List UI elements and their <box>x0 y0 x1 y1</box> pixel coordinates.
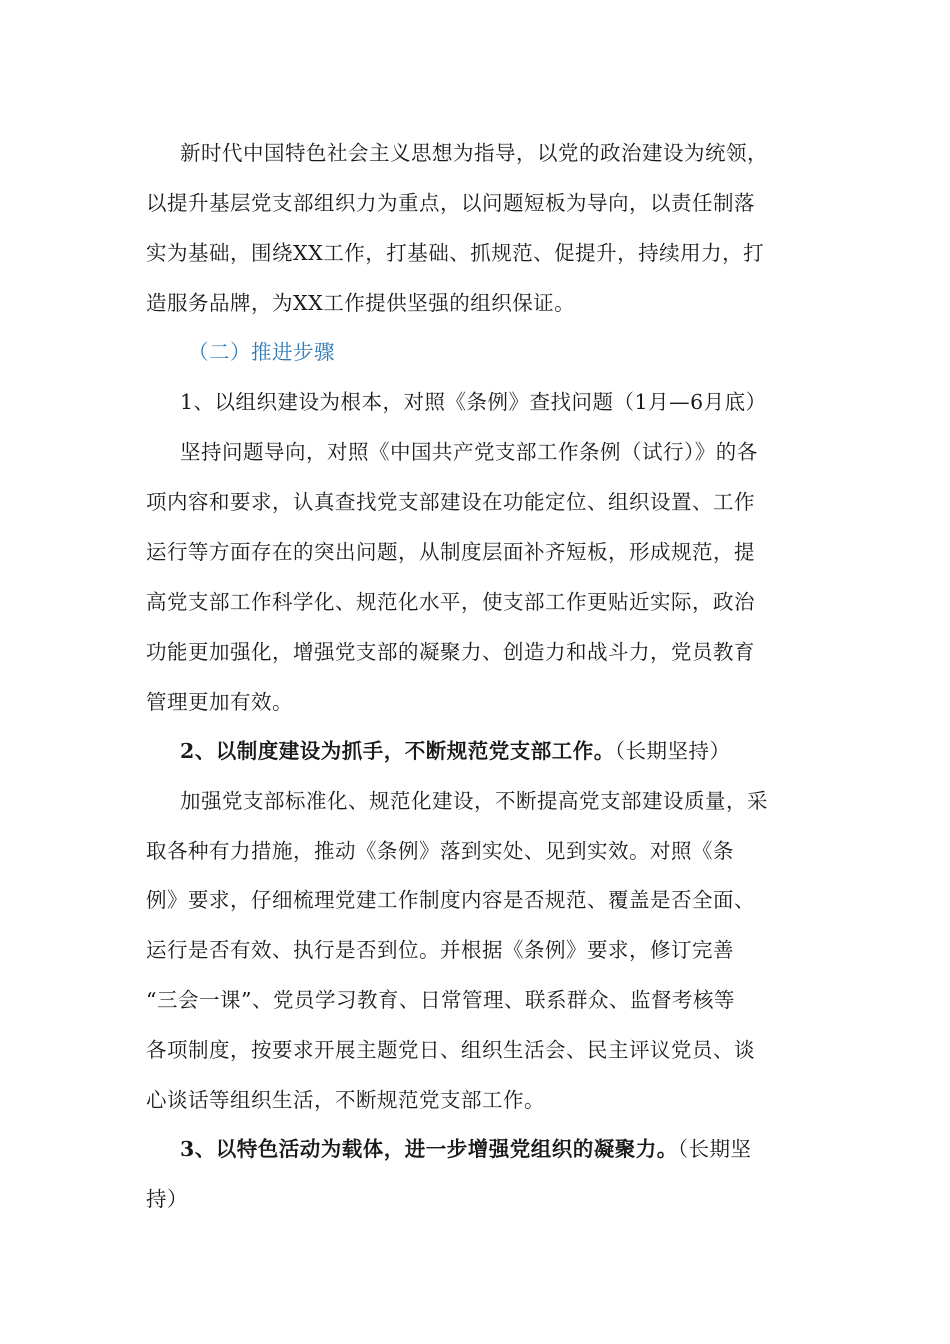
step2-line-4: 运行是否有效、执行是否到位。并根据《条例》要求，修订完善 <box>146 938 734 962</box>
step2-title-note: （长期坚持） <box>614 739 731 763</box>
step2-line-2: 取各种有力措施，推动《条例》落到实处、见到实效。对照《条 <box>146 839 734 863</box>
step1-title: 1、以组织建设为根本，对照《条例》查找问题（1月—6月底） <box>180 390 767 414</box>
step1-line-5: 功能更加强化，增强党支部的凝聚力、创造力和战斗力，党员教育 <box>146 640 755 664</box>
step3-title-bold: 3、以特色活动为载体，进一步增强党组织的凝聚力。 <box>180 1137 678 1161</box>
step2-line-7: 心谈话等组织生活，不断规范党支部工作。 <box>146 1088 545 1112</box>
intro-line-1: 新时代中国特色社会主义思想为指导，以党的政治建设为统领， <box>180 141 768 165</box>
step2-line-6: 各项制度，按要求开展主题党日、组织生活会、民主评议党员、谈 <box>146 1038 755 1062</box>
step2-line-1: 加强党支部标准化、规范化建设，不断提高党支部建设质量，采 <box>180 789 768 813</box>
step1-line-2: 项内容和要求，认真查找党支部建设在功能定位、组织设置、工作 <box>146 490 755 514</box>
step3-title-note: （长期坚 <box>677 1137 752 1161</box>
step1-line-4: 高党支部工作科学化、规范化水平，使支部工作更贴近实际，政治 <box>146 590 755 614</box>
section-subheading: （二）推进步骤 <box>188 340 335 364</box>
step1-line-6: 管理更加有效。 <box>146 690 293 714</box>
step1-line-1: 坚持问题导向，对照《中国共产党支部工作条例（试行）》的各 <box>180 440 758 464</box>
step3-title <box>180 1136 752 1162</box>
step2-title-bold: 2、以制度建设为抓手，不断规范党支部工作。 <box>180 739 615 763</box>
step2-line-5: “三会一课”、党员学习教育、日常管理、联系群众、监督考核等 <box>146 988 735 1012</box>
step2-title <box>180 738 731 764</box>
intro-line-4: 造服务品牌，为XX工作提供坚强的组织保证。 <box>146 291 576 315</box>
intro-line-2: 以提升基层党支部组织力为重点，以问题短板为导向，以责任制落 <box>146 191 755 215</box>
step1-line-3: 运行等方面存在的突出问题，从制度层面补齐短板，形成规范，提 <box>146 540 755 564</box>
step2-line-3: 例》要求，仔细梳理党建工作制度内容是否规范、覆盖是否全面、 <box>146 888 755 912</box>
step3-title-wrap: 持） <box>146 1187 188 1211</box>
intro-line-3: 实为基础，围绕XX工作，打基础、抓规范、促提升，持续用力，打 <box>146 241 765 265</box>
